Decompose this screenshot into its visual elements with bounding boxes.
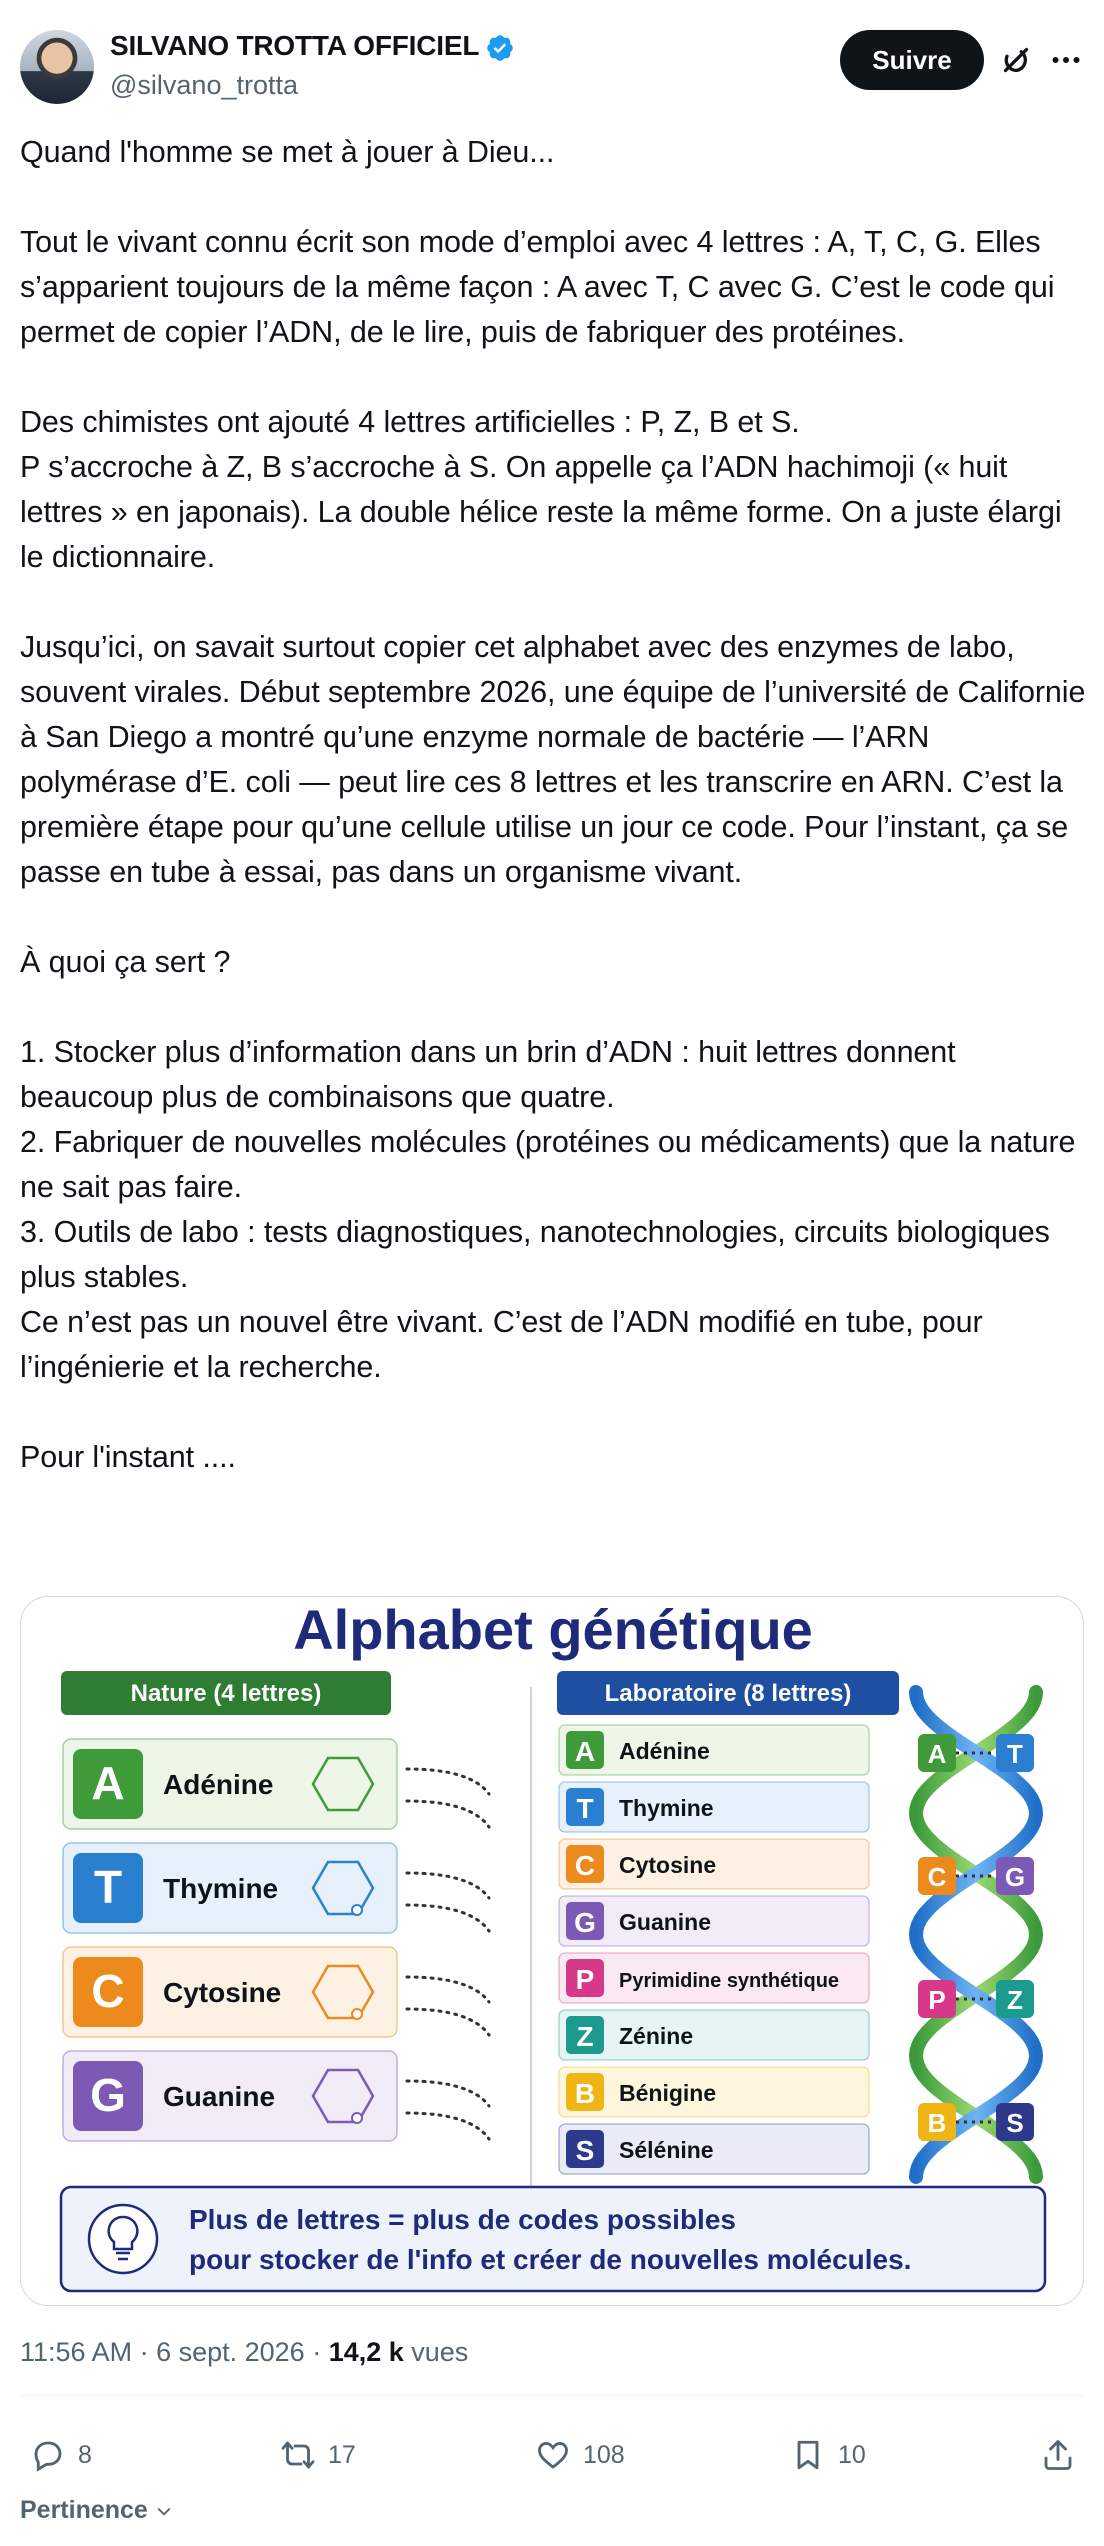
verified-badge-icon <box>485 33 515 63</box>
lab-name: Adénine <box>619 1738 710 1764</box>
post-paragraph: 1. Stocker plus d’information dans un brin d’ADN : huit lettres donnent beaucoup plus de combinaisons que quatre. <box>20 1035 956 1114</box>
lab-letter: P <box>575 1964 595 1995</box>
connector-line <box>407 2113 489 2139</box>
nature-name: Cytosine <box>163 1977 282 2008</box>
view-count: 14,2 k <box>328 2337 404 2367</box>
paragraph-gap <box>20 175 1090 220</box>
lab-name: Guanine <box>619 1909 712 1935</box>
follow-button[interactable]: Suivre <box>840 30 984 90</box>
grok-icon[interactable] <box>998 42 1034 78</box>
helix-letter-left: B <box>927 2108 947 2138</box>
nature-name: Guanine <box>163 2081 276 2112</box>
helix-letter-right: Z <box>1007 1985 1023 2015</box>
post-paragraph: Tout le vivant connu écrit son mode d’emploi avec 4 lettres : A, T, C, G. Elles s’apparient toujours de la même façon : A avec T, C avec G. C’est le code qui permet de copier l’ADN, de le lire, puis de fabriquer des protéines. <box>20 225 1055 349</box>
lab-base-card <box>559 2010 869 2060</box>
lab-letter: Z <box>576 2021 594 2052</box>
lab-name: Cytosine <box>619 1852 717 1878</box>
paragraph-gap <box>20 895 1090 940</box>
bookmark-button[interactable] <box>790 2420 866 2490</box>
helix-letter-right: S <box>1006 2108 1024 2138</box>
post-header <box>0 0 1104 130</box>
nature-letter: G <box>90 2069 126 2121</box>
repost-count: 17 <box>328 2440 356 2469</box>
post-paragraph: Jusqu’ici, on savait surtout copier cet alphabet avec des enzymes de labo, souvent virales. Début septembre 2026, une équipe de l’université de Californie à San Diego a montré qu’une enzyme normale de bactérie — l’ARN polymérase d’E. coli — peut lire ces 8 lettres et les transcrire en ARN. C’est la première étape pour qu’une cellule utilise un jour ce code. Pour l’instant, ça se passe en tube à essai, pas dans un organisme vivant. <box>20 630 1086 889</box>
avatar[interactable] <box>20 30 94 104</box>
chevron-down-icon <box>154 2501 174 2521</box>
banner-line-2: pour stocker de l'info et créer de nouvelles molécules. <box>189 2244 912 2275</box>
lab-name: Zénine <box>619 2023 694 2049</box>
lab-letter: G <box>574 1907 596 1938</box>
paragraph-gap <box>20 580 1090 625</box>
lab-letter: S <box>575 2135 595 2166</box>
post-timestamp[interactable] <box>20 2337 468 2368</box>
post-paragraph: 2. Fabriquer de nouvelles molécules (protéines ou médicaments) que la nature ne sait pas faire. <box>20 1125 1076 1204</box>
lab-name: Sélénine <box>619 2137 714 2163</box>
reply-button[interactable] <box>30 2420 92 2490</box>
nature-name: Thymine <box>163 1873 279 1904</box>
paragraph-gap <box>20 355 1090 400</box>
like-count: 108 <box>583 2440 625 2469</box>
helix-letter-left: P <box>928 1985 946 2015</box>
action-bar <box>20 2420 1084 2490</box>
author-name[interactable]: SILVANO TROTTA OFFICIEL <box>110 30 480 61</box>
lab-base-card <box>559 1782 869 1832</box>
lightbulb-icon <box>89 2205 157 2273</box>
lab-header: Laboratoire (8 lettres) <box>604 1680 852 1707</box>
post-text <box>20 130 1090 1480</box>
reply-icon <box>30 2437 66 2473</box>
post-paragraph: Des chimistes ont ajouté 4 lettres artificielles : P, Z, B et S. <box>20 405 800 439</box>
bookmark-count: 10 <box>838 2440 866 2469</box>
paragraph-gap <box>20 1390 1090 1435</box>
post-paragraph: Ce n’est pas un nouvel être vivant. C’est de l’ADN modifié en tube, pour l’ingénierie et la recherche. <box>20 1305 983 1384</box>
nature-name: Adénine <box>163 1769 274 1800</box>
bookmark-icon <box>790 2437 826 2473</box>
lab-letter: T <box>576 1793 594 1824</box>
connector-line <box>407 1801 489 1827</box>
post-paragraph: Quand l'homme se met à jouer à Dieu... <box>20 135 555 169</box>
sort-dropdown[interactable] <box>20 2496 174 2525</box>
helix-letter-right: G <box>1004 1862 1026 1892</box>
sort-label: Pertinence <box>20 2496 148 2524</box>
lab-base-card <box>559 1896 869 1946</box>
connector-line <box>407 1873 489 1898</box>
infographic-title: Alphabet génétique <box>293 1598 813 1661</box>
connector-line <box>407 2009 489 2035</box>
paragraph-gap <box>20 985 1090 1030</box>
nature-letter: C <box>91 1965 125 2017</box>
author-handle[interactable]: @silvano_trotta <box>110 70 298 100</box>
connector-line <box>407 2081 489 2106</box>
nature-header: Nature (4 lettres) <box>130 1680 322 1707</box>
connector-line <box>407 1905 489 1931</box>
lab-letter: C <box>574 1850 596 1881</box>
infographic-image[interactable] <box>20 1596 1084 2306</box>
more-options-icon[interactable] <box>1048 42 1084 78</box>
lab-name: Pyrimidine synthétique <box>619 1970 840 1992</box>
lab-name: Bénigine <box>619 2080 717 2106</box>
share-icon <box>1040 2437 1076 2473</box>
post-paragraph: À quoi ça sert ? <box>20 945 231 979</box>
post-time[interactable]: 11:56 AM · 6 sept. 2026 · <box>20 2337 329 2367</box>
post-paragraph: P s’accroche à Z, B s’accroche à S. On appelle ça l’ADN hachimoji (« huit lettres » en japonais). La double hélice reste la même forme. On a juste élargi le dictionnaire. <box>20 450 1062 574</box>
lab-base-card <box>559 1725 869 1775</box>
share-button[interactable] <box>1040 2420 1076 2490</box>
nature-letter: A <box>91 1757 125 1809</box>
lab-name: Thymine <box>619 1795 714 1821</box>
lab-base-card <box>559 2124 869 2174</box>
post-paragraph: 3. Outils de labo : tests diagnostiques, nanotechnologies, circuits biologiques plus stables. <box>20 1215 1050 1294</box>
repost-icon <box>280 2437 316 2473</box>
divider <box>20 2395 1084 2396</box>
heart-icon <box>535 2437 571 2473</box>
connector-line <box>407 1769 489 1794</box>
post-paragraph: Pour l'instant .... <box>20 1440 236 1474</box>
lab-letter: B <box>574 2078 596 2109</box>
summary-banner <box>61 2187 1045 2291</box>
view-label: vues <box>403 2337 469 2367</box>
repost-button[interactable] <box>280 2420 356 2490</box>
reply-count: 8 <box>78 2440 92 2469</box>
infographic <box>21 1597 1084 2306</box>
lab-letter: A <box>574 1736 596 1767</box>
like-button[interactable] <box>535 2420 625 2490</box>
connector-line <box>407 1977 489 2002</box>
nature-letter: T <box>93 1861 123 1913</box>
helix-letter-left: C <box>927 1862 947 1892</box>
helix-letter-right: T <box>1007 1739 1023 1769</box>
helix-letter-left: A <box>927 1739 947 1769</box>
banner-line-1: Plus de lettres = plus de codes possibles <box>189 2204 736 2235</box>
